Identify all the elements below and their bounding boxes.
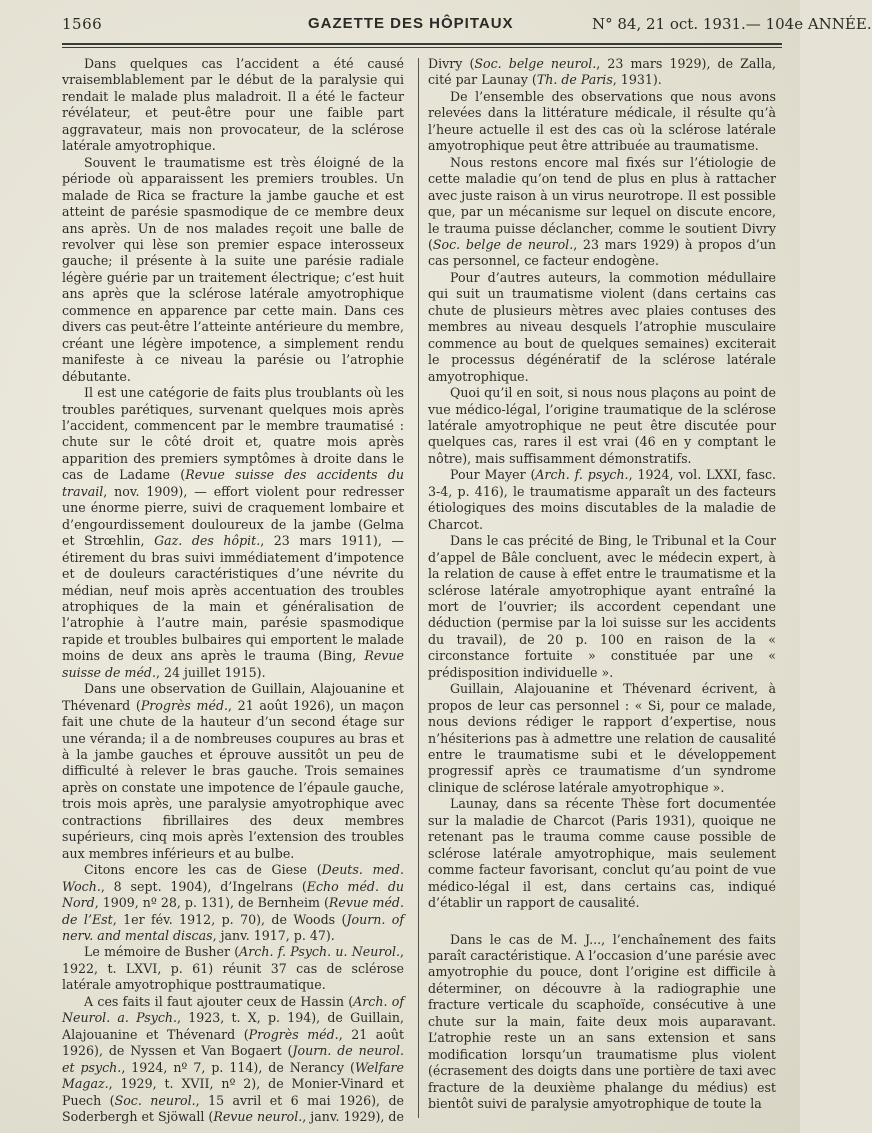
citation: Deuts. med. Woch. xyxy=(62,862,404,894)
citation: Soc. belge neurol. xyxy=(474,56,597,71)
issue-info: N° 84, 21 oct. 1931.— 104e ANNÉE. xyxy=(592,15,872,33)
paragraph: Quoi qu’il en soit, si nous nous plaçons au point de vue médico-légal, l’origine traumatique de la sclérose latérale amyotrophique ne peut être discutée pour quelques cas, rares il est vrai (46 en y comptant le nôtre), mais suffisamment démonstratifs. xyxy=(428,385,776,466)
right-column xyxy=(428,56,776,1113)
paragraph: Citons encore les cas de Giese (Deuts. med. Woch., 8 sept. 1904), d’Ingelrans (Echo méd. du Nord, 1909, nº 28, p. 131), de Bernheim (Revue méd. de l’Est, 1er fév. 1912, p. 70), de Woods (Journ. of nerv. and mental discas, janv. 1917, p. 47). xyxy=(62,862,404,944)
citation: Journ. of nerv. and mental discas xyxy=(62,911,404,944)
citation: Revue méd. de l’Est xyxy=(62,895,404,927)
left-column xyxy=(62,56,404,1125)
paragraph: Dans quelques cas l’accident a été causé vraisemblablement par le début de la paralysie qui rendait le malade plus maladroit. Il a été le facteur révélateur, et peut-être pour une faible part aggravateur, mais non provocateur, de la sclérose latérale amyotrophique. xyxy=(62,56,404,154)
paragraph: Pour d’autres auteurs, la commotion médullaire qui suit un traumatisme violent (dans certains cas chute de plusieurs mètres avec plaies contuses des membres au niveau desquels l’atrophie musculaire commence au bout de quelques semaines) exciterait le processus dégénératif de la sclérose latérale amyotrophique. xyxy=(428,269,776,384)
page-number: 1566 xyxy=(62,15,103,33)
paragraph: A ces faits il faut ajouter ceux de Hassin (Arch. of Neurol. a. Psych., 1923, t. X, p. 194), de Guillain, Alajouanine et Thévenard (Progrès méd., 21 août 1926), de Nyssen et Van Bogaert (Journ. de neurol. et psych., 1924, nº 7, p. 114), de Nerancy (Welfare Magaz., 1929, t. XVII, nº 2), de Monier-Vinard et Puech (Soc. neurol., 15 avril et 6 mai 1926), de Soderbergh et Sjöwall (Revue neurol., janv. 1929), de xyxy=(62,993,405,1124)
journal-title: GAZETTE DES HÔPITAUX xyxy=(308,15,514,32)
paragraph: Nous restons encore mal fixés sur l’étiologie de cette maladie qu’on tend de plus en plus à rattacher avec juste raison à un virus neurotrope. Il est possible que, par un mécanisme sur lequel on discute encore, le trauma puisse déclancher, comme le soutient Divry (Soc. belge de neurol., 23 mars 1929) à propos d’un cas personnel, ce facteur endogène. xyxy=(428,154,776,269)
header-rule-thin xyxy=(62,47,782,48)
paragraph: Souvent le traumatisme est très éloigné de la période où apparaissent les premiers troubles. Un malade de Rica se fracture la jambe gauche et est atteint de parésie spasmodique de ce membre deux ans après. Un de nos malades reçoit une balle de revolver qui lèse son premier espace interosseux gauche; il présente à la suite une parésie radiale légère guérie par un traitement électrique; c’est huit ans après que la sclérose latérale amyotrophique commence en apparence par cette main. Dans ces divers cas peut-être l’atteinte antérieure du membre, créant une légère impotence, a simplement rendu manifeste à ce niveau la parésie ou l’atrophie débutante. xyxy=(62,154,404,384)
paragraph: Dans une observation de Guillain, Alajouanine et Thévenard (Progrès méd., 21 août 1926), un maçon fait une chute de la hauteur d’un second étage sur une véranda; il a de nombreuses coupures au bras et à la jambe gauches et éprouve aussitôt un peu de difficulté à relever le bras gauche. Trois semaines après on constate une impotence de l’épaule gauche, trois mois après, une paralysie amyotrophique avec contractions fibrillaires des deux membres supérieurs, cinq mois après l’extension des troubles aux membres inférieurs et au bulbe. xyxy=(62,681,404,861)
citation: Arch. f. Psych. u. Neurol. xyxy=(239,944,400,960)
citation: Arch. f. psych. xyxy=(535,467,629,483)
citation: Gaz. des hôpit. xyxy=(154,533,261,549)
header-rule-thick xyxy=(62,43,782,45)
column-divider xyxy=(418,58,419,1118)
citation: Th. de Paris xyxy=(536,72,613,88)
paragraph: Il est une catégorie de faits plus troublants où les troubles parétiques, survenant quelques mois après l’accident, commencent par le membre traumatisé : chute sur le côté droit et, quatre mois après apparition des premiers symptômes à droite dans le cas de Ladame (Revue suisse des accidents du travail, nov. 1909), — effort violent pour redresser une énorme pierre, suivi de craquement lombaire et d’engourdissement douloureux de la jambe (Gelma et Strœhlin, Gaz. des hôpit., 23 mars 1911), — étirement du bras suivi immédiatement d’impotence et de douleurs caractéristiques d’une névrite du médian, neuf mois après accentuation des troubles atrophiques de la main et généralisation de l’atrophie à l’autre main, parésie spasmodique rapide et troubles bulbaires qui emportent le malade moins de deux ans après le trauma (Bing, Revue suisse de méd., 24 juillet 1915). xyxy=(62,385,404,680)
citation: Revue suisse de méd. xyxy=(62,648,404,680)
citation: Soc. belge de neurol. xyxy=(432,236,574,252)
citation: Arch. of Neurol. a. Psych. xyxy=(62,993,404,1026)
citation: Revue neurol. xyxy=(213,1109,303,1124)
paragraph: Dans le cas de M. J..., l’enchaînement des faits paraît caractéristique. A l’occasion d’une parésie avec amyotrophie du pouce, dont l’origine est difficile à déterminer, on découvre à la radiographie une fracture verticale du scaphoïde, consécutive à une chute sur la main, faite deux mois auparavant. L’atrophie reste un an sans extension et sans modification lorsqu’un traumatisme plus violent (écrasement des doigts dans une portière de taxi avec fracture de la deuxième phalange du médius) est bientôt suivi de paralysie amyotrophique de toute la xyxy=(428,931,776,1112)
paragraph: Le mémoire de Busher (Arch. f. Psych. u. Neurol., 1922, t. LXVI, p. 61) réunit 37 cas de sclérose latérale amyotrophique posttraumatique. xyxy=(62,944,404,993)
running-header xyxy=(62,15,872,39)
paragraph: Dans le cas précité de Bing, le Tribunal et la Cour d’appel de Bâle concluent, avec le médecin expert, à la relation de cause à effet entre le traumatisme et la sclérose latérale amyotrophique ayant entraîné la mort de l’ouvrier; ils accordent cependant une déduction (permise par la loi suisse sur les accidents du travail), de 20 p. 100 en raison de la « circonstance fortuite » constituée par une « prédisposition individuelle ». xyxy=(428,533,776,680)
paragraph: De l’ensemble des observations que nous avons relevées dans la littérature médicale, il résulte qu’à l’heure actuelle il est des cas où la sclérose latérale amyotrophique peut être attribuée au traumatisme. xyxy=(428,88,776,154)
citation: Soc. neurol. xyxy=(114,1092,196,1108)
paragraph: Launay, dans sa récente Thèse fort documentée sur la maladie de Charcot (Paris 1931), quoique ne retenant pas le trauma comme cause possible de sclérose latérale amyotrophique, mais seulement comme facteur favorisant, conclut qu’au point de vue médico-légal il est, dans certains cas, indiqué d’établir un rapport de causalité. xyxy=(428,796,776,911)
citation: Progrès méd. xyxy=(140,697,229,713)
citation: Progrès méd. xyxy=(248,1026,339,1042)
paragraph: Pour Mayer (Arch. f. psych., 1924, vol. LXXI, fasc. 3-4, p. 416), le traumatisme apparaît un des facteurs étiologiques des moins discutables de la maladie de Charcot. xyxy=(428,467,777,532)
paragraph: Guillain, Alajouanine et Thévenard écrivent, à propos de leur cas personnel : « Si, pour ce malade, nous devions rédiger le rapport d’expertise, nous n’hésiterions pas à admettre une relation de causalité entre le traumatisme subi et le développement progressif après ce traumatisme d’un syndrome clinique de sclérose latérale amyotrophique ». xyxy=(428,681,776,795)
citation: Journ. de neurol. et psych. xyxy=(62,1043,404,1075)
citation: Welfare Magaz. xyxy=(62,1059,405,1092)
citation: Echo méd. du Nord xyxy=(62,878,404,911)
citation: Revue suisse des accidents du travail xyxy=(62,467,404,499)
paragraph: Divry (Soc. belge neurol., 23 mars 1929), de Zalla, cité par Launay (Th. de Paris, 1931). xyxy=(428,56,776,88)
